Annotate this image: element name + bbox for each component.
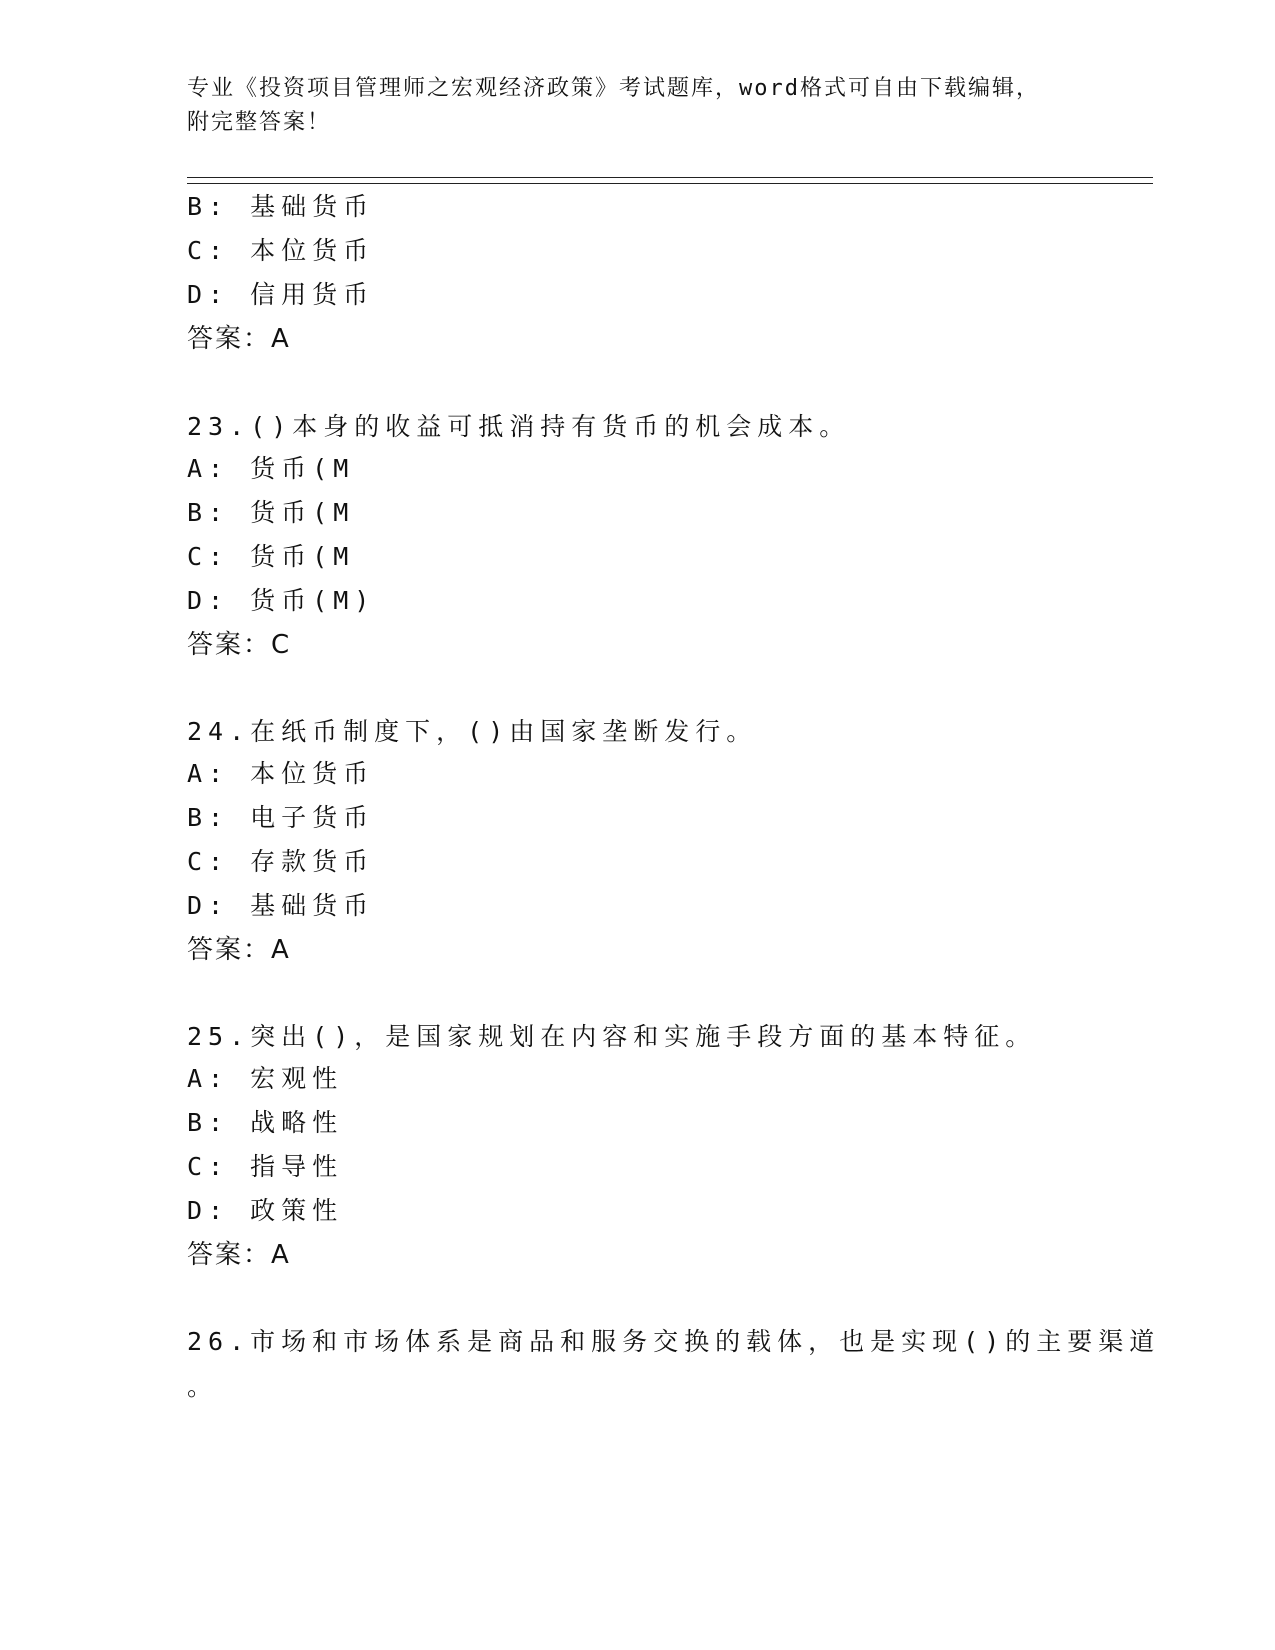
q25-option-d: D: 政策性 [187, 1196, 344, 1225]
document-header [187, 72, 1067, 140]
q23-option-b: B: 货币(M [187, 498, 355, 527]
q26-stem: 26.市场和市场体系是商品和服务交换的载体，也是实现()的主要渠道 [187, 1327, 1161, 1356]
q22-option-b: B: 基础货币 [187, 192, 375, 221]
q24-answer: 答案：A [187, 935, 291, 965]
q23-option-c: C: 货币(M [187, 542, 355, 571]
q24-stem: 24.在纸币制度下，()由国家垄断发行。 [187, 717, 758, 746]
header-intro-line-1: 专业《投资项目管理师之宏观经济政策》考试题库，word格式可自由下载编辑， [187, 76, 1040, 101]
q24-option-d: D: 基础货币 [187, 891, 375, 920]
q24-option-b: B: 电子货币 [187, 803, 375, 832]
q25-option-a: A: 宏观性 [187, 1064, 344, 1093]
q25-stem: 25.突出()，是国家规划在内容和实施手段方面的基本特征。 [187, 1022, 1037, 1051]
q23-option-a: A: 货币(M [187, 454, 355, 483]
q25-option-c: C: 指导性 [187, 1152, 344, 1181]
q24-option-c: C: 存款货币 [187, 847, 375, 876]
q25-answer: 答案：A [187, 1240, 291, 1270]
q23-stem: 23.()本身的收益可抵消持有货币的机会成本。 [187, 412, 851, 441]
q22-option-d: D: 信用货币 [187, 280, 375, 309]
q23-option-d: D: 货币(M) [187, 586, 376, 615]
q24-option-a: A: 本位货币 [187, 759, 375, 788]
q26-stem-continuation: 。 [187, 1372, 219, 1401]
q23-answer: 答案：C [187, 630, 292, 660]
header-divider-bottom [187, 183, 1153, 184]
q22-option-c: C: 本位货币 [187, 236, 375, 265]
header-divider-top [187, 177, 1153, 178]
q22-answer: 答案：A [187, 324, 291, 354]
header-intro-line-2: 附完整答案！ [187, 110, 332, 135]
q25-option-b: B: 战略性 [187, 1108, 344, 1137]
